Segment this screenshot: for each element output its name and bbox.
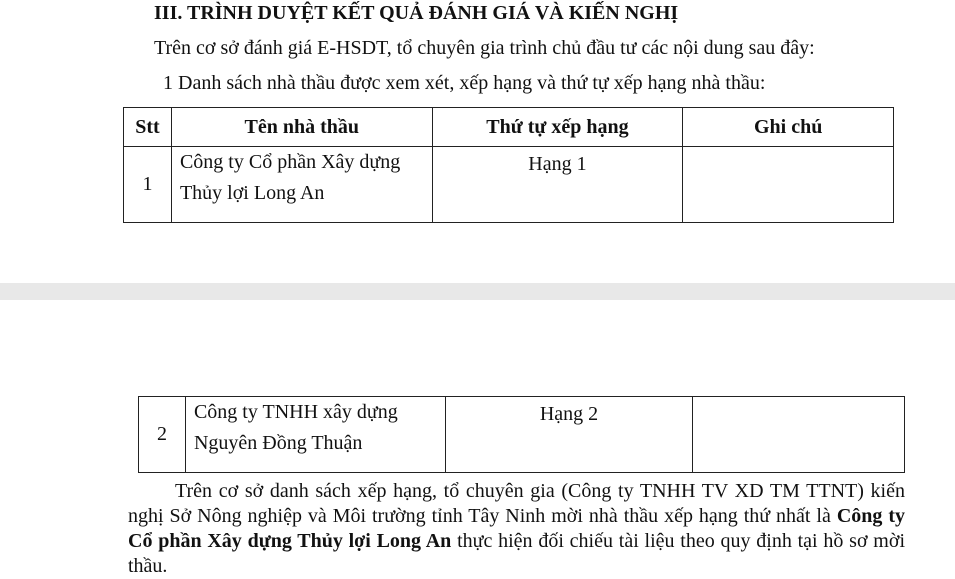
conclusion-text-end: thực hiện đối chiếu tài liệu theo quy định tại hồ sơ mời thầu. — [128, 530, 905, 577]
row-rank: Hạng 2 — [445, 397, 693, 473]
row-contractor-name — [185, 397, 445, 473]
section-heading: III. TRÌNH DUYỆT KẾT QUẢ ĐÁNH GIÁ VÀ KIẾN NGHỊ — [154, 2, 679, 24]
conclusion-text: Trên cơ sở danh sách xếp hạng, tổ chuyên gia (Công ty TNHH TV XD TM TTNT) kiến nghị Sở Nông nghiệp và Môi trường tỉnh Tây Ninh mời nhà thầu xếp hạng thứ nhất là — [128, 480, 905, 527]
contractor-name-line: Thủy lợi Long An — [179, 182, 325, 204]
contractor-name-line: Công ty Cổ phần Xây dựng — [179, 151, 401, 173]
contractor-name-line: Công ty TNHH xây dựng — [193, 401, 398, 423]
winning-contractor-name: Công ty Cổ phần Xây dựng Thủy lợi Long An — [128, 505, 905, 552]
row-contractor-name — [171, 147, 432, 223]
table-row — [139, 397, 905, 473]
list-title: 1 Danh sách nhà thầu được xem xét, xếp hạng và thứ tự xếp hạng nhà thầu: — [163, 72, 766, 94]
row-note — [693, 397, 905, 473]
ranking-table-continued — [138, 396, 905, 473]
row-rank: Hạng 1 — [432, 147, 683, 223]
ranking-table — [123, 107, 894, 223]
table-row — [124, 147, 894, 223]
row-note — [683, 147, 894, 223]
header-contractor-name: Tên nhà thầu — [171, 108, 432, 147]
row-stt: 1 — [124, 147, 172, 223]
contractor-name-line: Nguyên Đồng Thuận — [193, 432, 363, 454]
page-break-band — [0, 283, 955, 300]
header-ranking-order: Thứ tự xếp hạng — [432, 108, 683, 147]
conclusion-paragraph — [128, 479, 905, 579]
table-header-row — [124, 108, 894, 147]
header-stt: Stt — [124, 108, 172, 147]
row-stt: 2 — [139, 397, 186, 473]
header-note: Ghi chú — [683, 108, 894, 147]
intro-text: Trên cơ sở đánh giá E-HSDT, tổ chuyên gia trình chủ đầu tư các nội dung sau đây: — [154, 37, 815, 59]
